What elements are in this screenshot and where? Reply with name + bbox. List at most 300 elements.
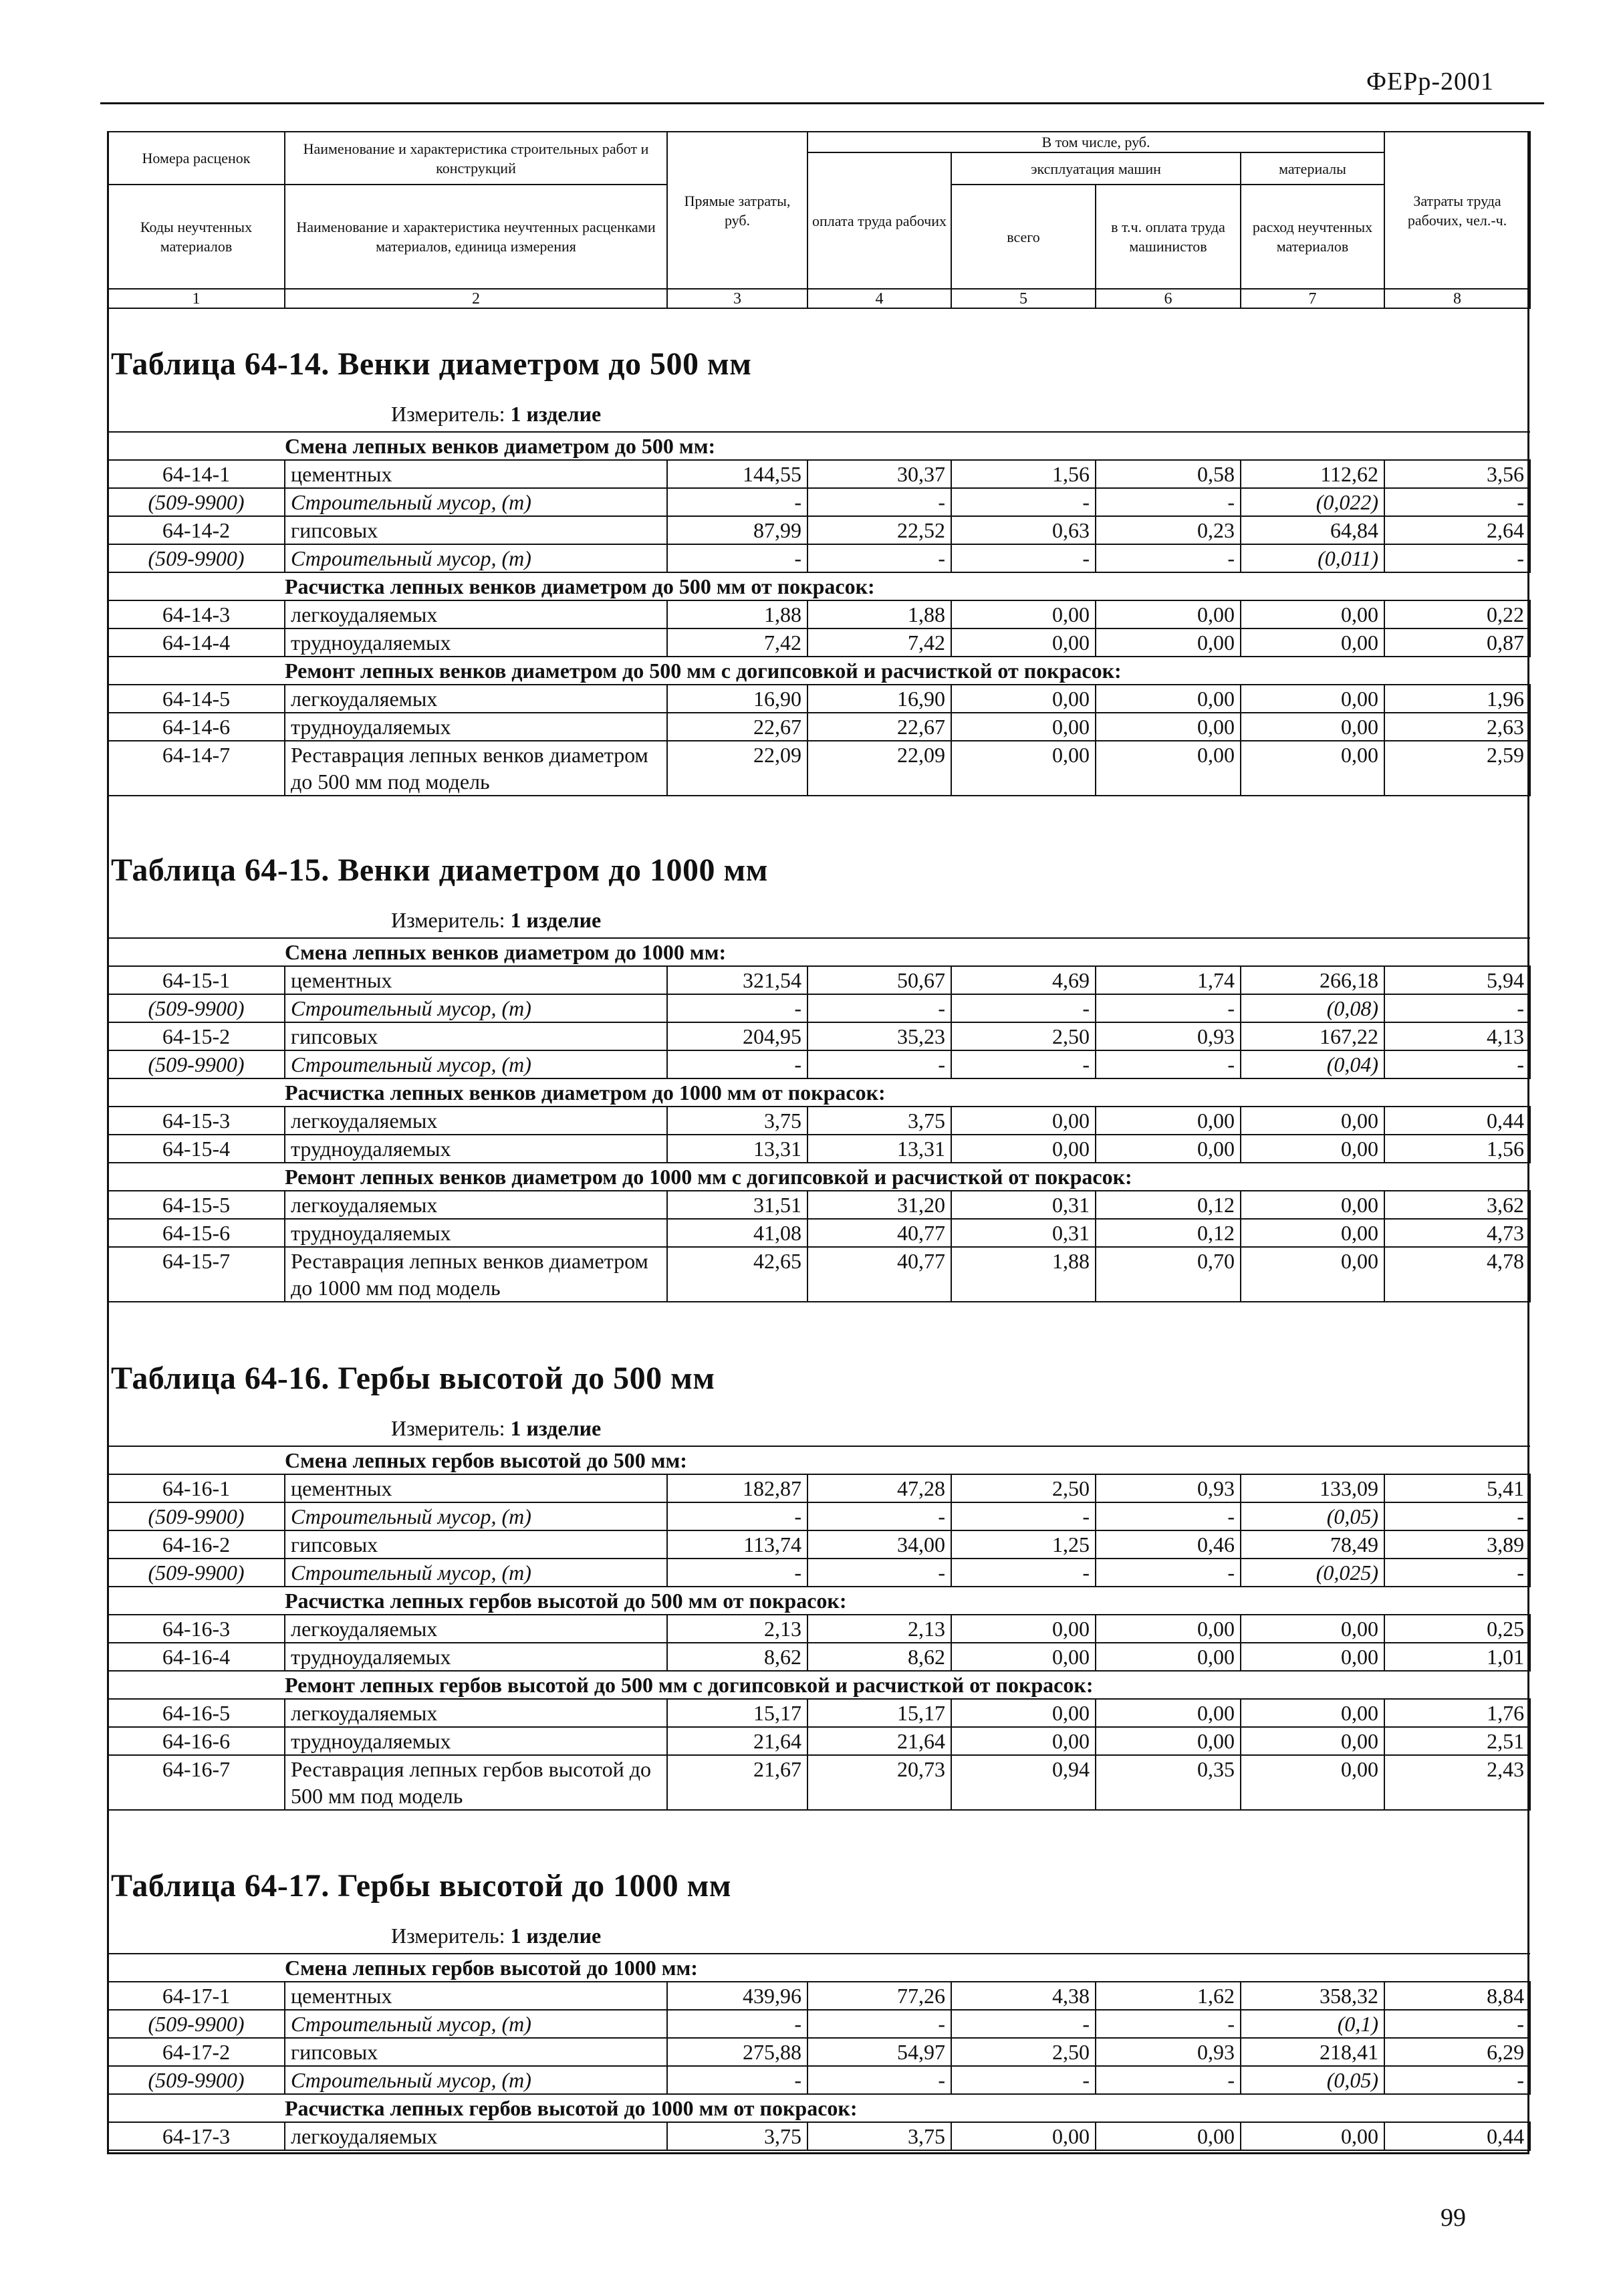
labor-hours: 0,25 [1384, 1615, 1530, 1643]
direct-costs: 7,42 [667, 628, 807, 657]
work-name: легкоудаляемых [285, 685, 667, 713]
machines-total: - [951, 2066, 1096, 2094]
rate-row [108, 1474, 1530, 1502]
rate-row [108, 713, 1530, 741]
labor-pay: 2,13 [807, 1615, 951, 1643]
materials: 0,00 [1241, 741, 1384, 796]
machines-total: 0,00 [951, 1615, 1096, 1643]
work-name: Строительный мусор, (т) [285, 1559, 667, 1587]
materials: 0,00 [1241, 1615, 1384, 1643]
labor-pay: 35,23 [807, 1022, 951, 1050]
materials: 0,00 [1241, 713, 1384, 741]
labor-hours: 2,63 [1384, 713, 1530, 741]
labor-hours: 6,29 [1384, 2038, 1530, 2066]
rate-row [108, 1530, 1530, 1559]
materials: 0,00 [1241, 685, 1384, 713]
labor-pay: - [807, 544, 951, 572]
labor-pay: 7,42 [807, 628, 951, 657]
materials: 0,00 [1241, 1699, 1384, 1727]
rate-row [108, 628, 1530, 657]
subheading-row [108, 572, 1530, 600]
rate-code: 64-16-2 [108, 1530, 285, 1559]
rate-row [108, 1135, 1530, 1163]
labor-hours: 2,43 [1384, 1755, 1530, 1810]
materials: 0,00 [1241, 1135, 1384, 1163]
material-row [108, 994, 1530, 1022]
labor-pay: - [807, 2010, 951, 2038]
rate-row [108, 600, 1530, 628]
materials: (0,05) [1241, 1502, 1384, 1530]
labor-hours: 1,96 [1384, 685, 1530, 713]
rate-code: 64-15-3 [108, 1107, 285, 1135]
machines-total: 0,00 [951, 1135, 1096, 1163]
direct-costs: 3,75 [667, 2122, 807, 2150]
machines-total: 0,00 [951, 713, 1096, 741]
work-name: Реставрация лепных венков диаметром до 500 мм под модель [285, 741, 667, 796]
rate-code: (509-9900) [108, 544, 285, 572]
work-name: Строительный мусор, (т) [285, 2010, 667, 2038]
materials: (0,05) [1241, 2066, 1384, 2094]
rate-code: (509-9900) [108, 1050, 285, 1078]
rate-code: (509-9900) [108, 994, 285, 1022]
labor-hours: 1,76 [1384, 1699, 1530, 1727]
subheading-row [108, 938, 1530, 966]
material-row [108, 1050, 1530, 1078]
rate-row [108, 1727, 1530, 1755]
rate-row [108, 1982, 1530, 2010]
materials: (0,1) [1241, 2010, 1384, 2038]
labor-hours: 4,13 [1384, 1022, 1530, 1050]
subheading-text: Расчистка лепных венков диаметром до 500 мм от покрасок: [108, 572, 1530, 600]
machines-total: - [951, 1050, 1096, 1078]
material-row [108, 1559, 1530, 1587]
materials: 0,00 [1241, 628, 1384, 657]
col2-top-header: Наименование и характеристика строительных работ и конструкций [285, 132, 667, 185]
machinist-pay: 0,93 [1096, 1022, 1241, 1050]
rate-row [108, 1247, 1530, 1302]
rate-code: 64-15-2 [108, 1022, 285, 1050]
materials: 0,00 [1241, 1191, 1384, 1219]
direct-costs: 42,65 [667, 1247, 807, 1302]
labor-hours: 2,59 [1384, 741, 1530, 796]
machinist-pay: 0,00 [1096, 1643, 1241, 1671]
labor-hours: 4,73 [1384, 1219, 1530, 1247]
direct-costs: 15,17 [667, 1699, 807, 1727]
rate-code: 64-14-5 [108, 685, 285, 713]
labor-pay: - [807, 2066, 951, 2094]
work-name: Строительный мусор, (т) [285, 488, 667, 516]
labor-pay: 16,90 [807, 685, 951, 713]
labor-pay: - [807, 1559, 951, 1587]
machines-total: 0,31 [951, 1191, 1096, 1219]
measure-unit [391, 402, 601, 427]
machinist-pay: - [1096, 2066, 1241, 2094]
materials: 266,18 [1241, 966, 1384, 994]
direct-costs: - [667, 1502, 807, 1530]
labor-hours: 0,44 [1384, 1107, 1530, 1135]
labor-pay: 31,20 [807, 1191, 951, 1219]
work-name: Реставрация лепных гербов высотой до 500 мм под модель [285, 1755, 667, 1810]
rate-row [108, 1219, 1530, 1247]
labor-hours: 3,89 [1384, 1530, 1530, 1559]
machines-total: - [951, 488, 1096, 516]
col5-header: всего [951, 185, 1096, 289]
materials: 218,41 [1241, 2038, 1384, 2066]
machines-total: 0,94 [951, 1755, 1096, 1810]
section-title: Таблица 64-16. Гербы высотой до 500 мм [111, 1361, 715, 1396]
section-title: Таблица 64-15. Венки диаметром до 1000 мм [111, 852, 768, 888]
subheading-text: Расчистка лепных гербов высотой до 500 мм от покрасок: [108, 1587, 1530, 1615]
col-number: 1 [108, 289, 285, 308]
materials: 0,00 [1241, 1755, 1384, 1810]
measure-label: Измеритель: [391, 908, 511, 932]
machinist-pay: 0,00 [1096, 685, 1241, 713]
subheading-text: Расчистка лепных венков диаметром до 1000 мм от покрасок: [108, 1078, 1530, 1107]
materials: (0,08) [1241, 994, 1384, 1022]
machines-total: 4,38 [951, 1982, 1096, 2010]
machines-total: 0,00 [951, 1699, 1096, 1727]
labor-pay: 40,77 [807, 1219, 951, 1247]
work-name: Строительный мусор, (т) [285, 2066, 667, 2094]
labor-hours: 2,51 [1384, 1727, 1530, 1755]
labor-hours: 0,87 [1384, 628, 1530, 657]
subheading-text: Расчистка лепных гербов высотой до 1000 мм от покрасок: [108, 2094, 1530, 2122]
direct-costs: - [667, 488, 807, 516]
rate-code: (509-9900) [108, 1502, 285, 1530]
machines-total: 0,31 [951, 1219, 1096, 1247]
direct-costs: 321,54 [667, 966, 807, 994]
machines-total: - [951, 994, 1096, 1022]
direct-costs: 439,96 [667, 1982, 807, 2010]
machinist-pay: 0,00 [1096, 1107, 1241, 1135]
machinist-pay: - [1096, 994, 1241, 1022]
page-number: 99 [1441, 2204, 1466, 2232]
labor-hours: 1,01 [1384, 1643, 1530, 1671]
direct-costs: 31,51 [667, 1191, 807, 1219]
materials: 0,00 [1241, 1727, 1384, 1755]
labor-pay: 20,73 [807, 1755, 951, 1810]
machinist-pay: 0,12 [1096, 1219, 1241, 1247]
work-name: цементных [285, 966, 667, 994]
labor-pay: 8,62 [807, 1643, 951, 1671]
subheading-text: Ремонт лепных гербов высотой до 500 мм с догипсовкой и расчисткой от покрасок: [108, 1671, 1530, 1699]
labor-pay: - [807, 1050, 951, 1078]
rate-code: (509-9900) [108, 1559, 285, 1587]
measure-unit [391, 1924, 601, 1948]
measure-label: Измеритель: [391, 402, 511, 426]
machines-total: 1,25 [951, 1530, 1096, 1559]
machinist-pay: 1,74 [1096, 966, 1241, 994]
work-name: Реставрация лепных венков диаметром до 1000 мм под модель [285, 1247, 667, 1302]
col2-bottom-header: Наименование и характеристика неучтенных расценками материалов, единица измерения [285, 185, 667, 289]
labor-pay: 21,64 [807, 1727, 951, 1755]
machinist-pay: 0,93 [1096, 1474, 1241, 1502]
work-name: цементных [285, 1982, 667, 2010]
machines-total: 0,00 [951, 1643, 1096, 1671]
rate-code: 64-14-1 [108, 460, 285, 488]
machinist-pay: 1,62 [1096, 1982, 1241, 2010]
machinist-pay: 0,00 [1096, 1615, 1241, 1643]
work-name: легкоудаляемых [285, 1615, 667, 1643]
rate-code: 64-17-3 [108, 2122, 285, 2150]
labor-pay: 22,67 [807, 713, 951, 741]
labor-pay: 3,75 [807, 2122, 951, 2150]
direct-costs: - [667, 994, 807, 1022]
rate-code: 64-15-7 [108, 1247, 285, 1302]
materials: 0,00 [1241, 600, 1384, 628]
work-name: гипсовых [285, 1022, 667, 1050]
subheading-row [108, 1587, 1530, 1615]
work-name: Строительный мусор, (т) [285, 1502, 667, 1530]
rates-table [107, 937, 1531, 1302]
work-name: легкоудаляемых [285, 600, 667, 628]
direct-costs: 204,95 [667, 1022, 807, 1050]
work-name: трудноудаляемых [285, 713, 667, 741]
machinist-pay: - [1096, 1502, 1241, 1530]
rate-row [108, 1615, 1530, 1643]
direct-costs: 275,88 [667, 2038, 807, 2066]
labor-pay: 13,31 [807, 1135, 951, 1163]
rate-code: 64-14-4 [108, 628, 285, 657]
direct-costs: - [667, 1050, 807, 1078]
labor-pay: 30,37 [807, 460, 951, 488]
work-name: легкоудаляемых [285, 1191, 667, 1219]
work-name: трудноудаляемых [285, 1643, 667, 1671]
column-numbers-row [108, 289, 1530, 308]
machinist-pay: 0,46 [1096, 1530, 1241, 1559]
labor-pay: 3,75 [807, 1107, 951, 1135]
col-number: 3 [667, 289, 807, 308]
col4-header: оплата труда рабочих [807, 152, 951, 289]
labor-hours: - [1384, 1050, 1530, 1078]
rate-row [108, 516, 1530, 544]
labor-hours: 8,84 [1384, 1982, 1530, 2010]
subheading-row [108, 1954, 1530, 1982]
labor-pay: - [807, 1502, 951, 1530]
labor-pay: 54,97 [807, 2038, 951, 2066]
work-name: трудноудаляемых [285, 628, 667, 657]
direct-costs: 21,64 [667, 1727, 807, 1755]
material-row [108, 544, 1530, 572]
subheading-row [108, 1163, 1530, 1191]
materials: 0,00 [1241, 1643, 1384, 1671]
machines-total: 0,00 [951, 741, 1096, 796]
subheading-row [108, 432, 1530, 460]
materials: 133,09 [1241, 1474, 1384, 1502]
rate-code: 64-16-6 [108, 1727, 285, 1755]
direct-costs: 144,55 [667, 460, 807, 488]
machinist-pay: 0,12 [1096, 1191, 1241, 1219]
rate-code: (509-9900) [108, 2066, 285, 2094]
machinist-pay: 0,00 [1096, 1699, 1241, 1727]
work-name: гипсовых [285, 2038, 667, 2066]
labor-hours: - [1384, 544, 1530, 572]
subheading-text: Смена лепных венков диаметром до 1000 мм: [108, 938, 1530, 966]
labor-hours: 5,94 [1384, 966, 1530, 994]
rate-code: 64-14-6 [108, 713, 285, 741]
labor-pay: 47,28 [807, 1474, 951, 1502]
rate-code: (509-9900) [108, 2010, 285, 2038]
rate-row [108, 966, 1530, 994]
machinist-pay: - [1096, 488, 1241, 516]
rate-code: (509-9900) [108, 488, 285, 516]
labor-pay: 34,00 [807, 1530, 951, 1559]
subheading-row [108, 1446, 1530, 1474]
machines-total: 2,50 [951, 1022, 1096, 1050]
work-name: легкоудаляемых [285, 1107, 667, 1135]
labor-hours: - [1384, 488, 1530, 516]
subheading-text: Смена лепных гербов высотой до 1000 мм: [108, 1954, 1530, 1982]
machines-total: 0,63 [951, 516, 1096, 544]
column-header-table [107, 131, 1531, 309]
labor-hours: 5,41 [1384, 1474, 1530, 1502]
labor-hours: - [1384, 2066, 1530, 2094]
machines-total: 0,00 [951, 1107, 1096, 1135]
direct-costs: 13,31 [667, 1135, 807, 1163]
direct-costs: - [667, 1559, 807, 1587]
rates-table [107, 1446, 1531, 1811]
document-code: ФЕРр-2001 [1366, 68, 1494, 96]
materials: (0,011) [1241, 544, 1384, 572]
direct-costs: 2,13 [667, 1615, 807, 1643]
labor-hours: 1,56 [1384, 1135, 1530, 1163]
direct-costs: 87,99 [667, 516, 807, 544]
materials: 64,84 [1241, 516, 1384, 544]
machines-total: 0,00 [951, 600, 1096, 628]
labor-hours: 2,64 [1384, 516, 1530, 544]
direct-costs: - [667, 2010, 807, 2038]
subheading-row [108, 2094, 1530, 2122]
machines-total: 2,50 [951, 2038, 1096, 2066]
materials: 112,62 [1241, 460, 1384, 488]
header-rule [100, 102, 1544, 104]
rate-code: 64-16-3 [108, 1615, 285, 1643]
rate-code: 64-15-1 [108, 966, 285, 994]
labor-hours: - [1384, 1559, 1530, 1587]
work-name: гипсовых [285, 516, 667, 544]
machines-total: 0,00 [951, 685, 1096, 713]
rate-row [108, 1022, 1530, 1050]
materials: 167,22 [1241, 1022, 1384, 1050]
rate-row [108, 1191, 1530, 1219]
subheading-row [108, 657, 1530, 685]
col-number: 7 [1241, 289, 1384, 308]
work-name: трудноудаляемых [285, 1219, 667, 1247]
col-number: 2 [285, 289, 667, 308]
rate-code: 64-15-6 [108, 1219, 285, 1247]
machinist-pay: 0,00 [1096, 600, 1241, 628]
materials-header: материалы [1241, 152, 1384, 185]
labor-hours: 0,44 [1384, 2122, 1530, 2150]
rate-row [108, 685, 1530, 713]
machines-total: - [951, 544, 1096, 572]
measure-value: 1 изделие [510, 402, 602, 426]
work-name: легкоудаляемых [285, 2122, 667, 2150]
direct-costs: 1,88 [667, 600, 807, 628]
labor-hours: 3,62 [1384, 1191, 1530, 1219]
rate-code: 64-16-4 [108, 1643, 285, 1671]
machinist-pay: 0,00 [1096, 1727, 1241, 1755]
machines-total: - [951, 2010, 1096, 2038]
rate-code: 64-16-7 [108, 1755, 285, 1810]
labor-hours: - [1384, 1502, 1530, 1530]
labor-pay: 40,77 [807, 1247, 951, 1302]
measure-unit [391, 1416, 601, 1441]
section-title: Таблица 64-17. Гербы высотой до 1000 мм [111, 1868, 732, 1904]
machinist-pay: 0,70 [1096, 1247, 1241, 1302]
col6-header: в т.ч. оплата труда машинистов [1096, 185, 1241, 289]
materials: (0,022) [1241, 488, 1384, 516]
labor-pay: 77,26 [807, 1982, 951, 2010]
machines-total: 0,00 [951, 2122, 1096, 2150]
labor-pay: - [807, 488, 951, 516]
direct-costs: 22,67 [667, 713, 807, 741]
work-name: трудноудаляемых [285, 1727, 667, 1755]
machinist-pay: - [1096, 1050, 1241, 1078]
measure-unit [391, 908, 601, 933]
machinist-pay: 0,00 [1096, 628, 1241, 657]
rate-row [108, 2038, 1530, 2066]
labor-hours: 0,22 [1384, 600, 1530, 628]
labor-pay: 22,52 [807, 516, 951, 544]
machines-total: - [951, 1502, 1096, 1530]
labor-pay: 50,67 [807, 966, 951, 994]
machinist-pay: 0,00 [1096, 713, 1241, 741]
rate-code: 64-17-1 [108, 1982, 285, 2010]
col-number: 5 [951, 289, 1096, 308]
machinist-pay: - [1096, 544, 1241, 572]
material-row [108, 2010, 1530, 2038]
materials: (0,04) [1241, 1050, 1384, 1078]
group-header: В том числе, руб. [807, 132, 1384, 152]
labor-pay: 15,17 [807, 1699, 951, 1727]
material-row [108, 488, 1530, 516]
rate-code: 64-15-4 [108, 1135, 285, 1163]
rate-row [108, 2122, 1530, 2150]
measure-label: Измеритель: [391, 1416, 511, 1440]
work-name: легкоудаляемых [285, 1699, 667, 1727]
col-number: 4 [807, 289, 951, 308]
rate-code: 64-14-7 [108, 741, 285, 796]
rate-row [108, 460, 1530, 488]
machinist-pay: 0,00 [1096, 741, 1241, 796]
rate-row [108, 1699, 1530, 1727]
machines-total: 1,88 [951, 1247, 1096, 1302]
rate-code: 64-16-5 [108, 1699, 285, 1727]
work-name: трудноудаляемых [285, 1135, 667, 1163]
col3-header: Прямые затраты, руб. [667, 132, 807, 289]
measure-label: Измеритель: [391, 1924, 511, 1948]
machines-total: 0,00 [951, 1727, 1096, 1755]
measure-value: 1 изделие [510, 1924, 602, 1948]
direct-costs: - [667, 544, 807, 572]
work-name: цементных [285, 460, 667, 488]
machines-total: 4,69 [951, 966, 1096, 994]
materials: 358,32 [1241, 1982, 1384, 2010]
materials: 0,00 [1241, 1247, 1384, 1302]
direct-costs: - [667, 2066, 807, 2094]
materials: 0,00 [1241, 1107, 1384, 1135]
work-name: цементных [285, 1474, 667, 1502]
direct-costs: 21,67 [667, 1755, 807, 1810]
labor-pay: 1,88 [807, 600, 951, 628]
col8-header: Затраты труда рабочих, чел.-ч. [1384, 132, 1530, 289]
rate-code: 64-16-1 [108, 1474, 285, 1502]
labor-pay: 22,09 [807, 741, 951, 796]
labor-hours: 4,78 [1384, 1247, 1530, 1302]
labor-hours: 3,56 [1384, 460, 1530, 488]
labor-pay: - [807, 994, 951, 1022]
